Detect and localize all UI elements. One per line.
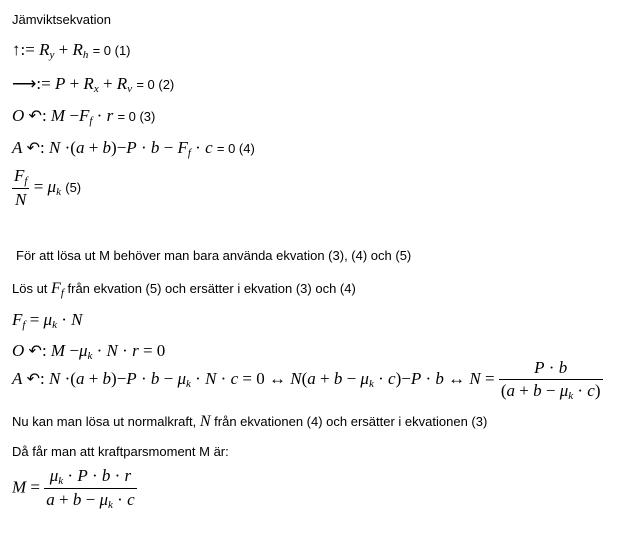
equation-2: ⟶:= $P + R_x + R_v = 0$ (2) — [12, 74, 175, 95]
text-line-4: Då får man att kraftparsmoment M är: — [12, 444, 229, 459]
text-line-2: Lös ut $F_f$ från ekvation (5) och ersätter i ekvation (3) och (4) — [12, 280, 356, 299]
equation-3: O ↶: $M -F_f \cdot r = 0$ (3) — [12, 106, 156, 127]
equation-m-result: M = $\frac{\mu_k \cdot P \cdot b \cdot r}{a + b - \mu_k \cdot c}$ — [12, 466, 135, 511]
arrow-up-icon: ↑ — [12, 40, 21, 59]
equation-ff: $F_f = \mu_k \cdot N$ — [12, 310, 83, 331]
equation-1: ↑:= $R_y + R_h = 0$ (1) — [12, 40, 131, 61]
heading: Jämviktsekvation — [12, 12, 111, 27]
equation-o-moment: O ↶: $M -\mu_k \cdot N \cdot r = 0$ — [12, 341, 166, 362]
moment-arrow-icon: ↶ — [28, 108, 42, 125]
moment-arrow-icon: ↶ — [26, 370, 41, 388]
equation-a-solve: A ↶: $N \cdot(a + b)-P \cdot b - \mu_k \cdot N \cdot c = 0$ ↔ $N(a + b - \mu_k \cdot c)-P \cdot b$ ↔ N = $\frac{P \cdot b}{(a + b - \mu_k \cdot c)}$ — [12, 358, 601, 402]
moment-arrow-icon: ↶ — [26, 140, 41, 157]
equation-4: A ↶: $N \cdot(a + b)-P \cdot b - F_f \cdot c = 0$ (4) — [12, 138, 255, 159]
moment-arrow-icon: ↶ — [28, 343, 42, 360]
text-line-1: För att lösa ut M behöver man bara använda ekvation (3), (4) och (5) — [16, 248, 412, 263]
text-line-3: Nu kan man lösa ut normalkraft, N från ekvationen (4) och ersätter i ekvationen (3) — [12, 413, 488, 430]
equation-5: $\frac{F_f}{N}$ = $\mu_k$ (5) — [14, 166, 82, 209]
arrow-right-icon: ⟶ — [12, 74, 37, 93]
